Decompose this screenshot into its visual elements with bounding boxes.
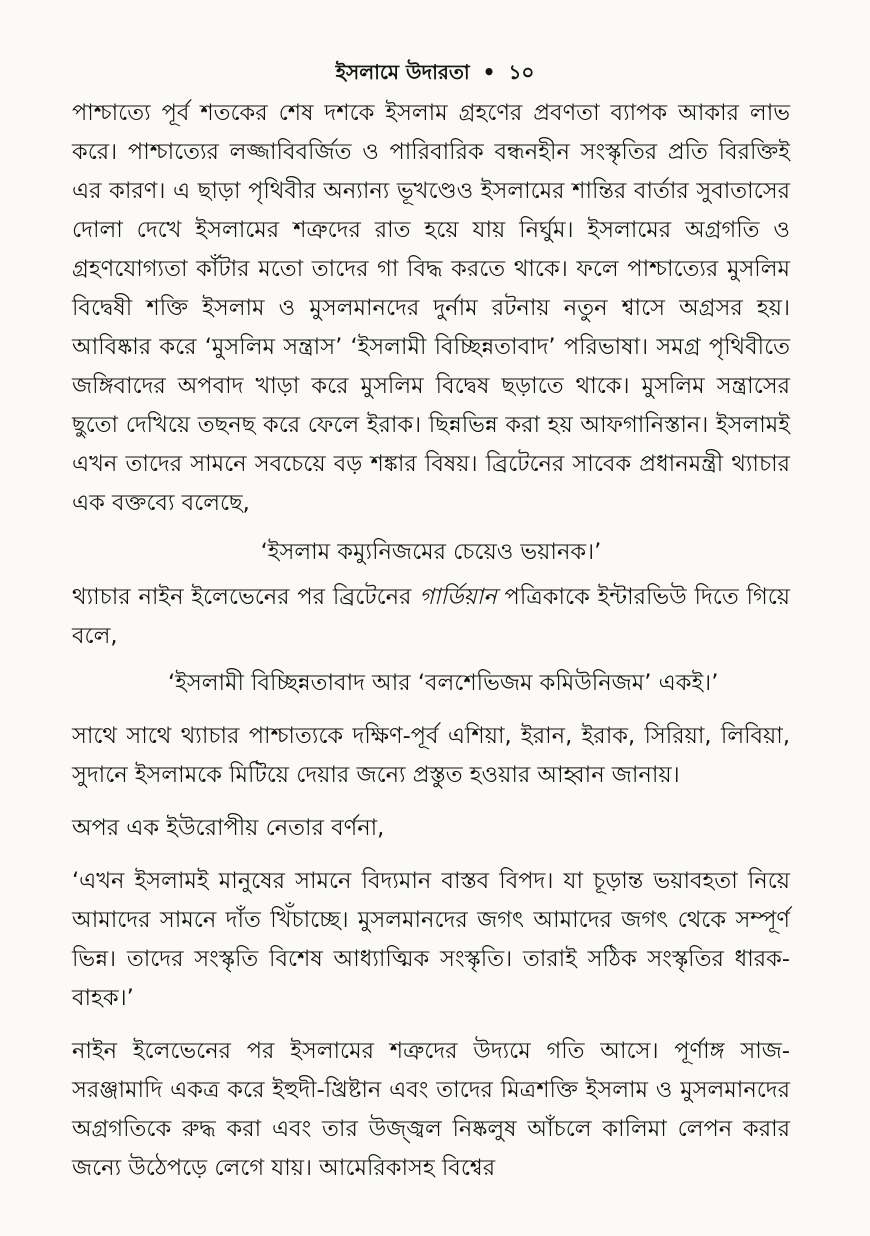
paragraph-2-end: পত্রিকাকে ইন্টারভিউ দিতে গিয়ে বলে, bbox=[72, 584, 790, 649]
quote-thatcher-2: ‘ইসলামী বিচ্ছিন্নতাবাদ আর ‘বলশেভিজম কমিউনিজম’ একই।’ bbox=[168, 670, 719, 696]
newspaper-name: গার্ডিয়ান bbox=[419, 584, 497, 610]
paragraph-5: নাইন ইলেভেনের পর ইসলামের শত্রুদের উদ্যমে গতি আসে। পূর্ণাঙ্গ সাজ-সরঞ্জামাদি একত্র করে ইহুদী-খ্রিষ্টান এবং তাদের মিত্রশক্তি ইসলাম ও মুসলমানদের অগ্রগতিকে রুদ্ধ করা এবং তার উজ্জ্বল নিষ্কলুষ আঁচলে কালিমা লেপন করার জন্যে উঠেপড়ে লেগে যায়। আমেরিকাসহ বিশ্বের bbox=[72, 1038, 790, 1181]
paragraph-4: অপর এক ইউরোপীয় নেতার বর্ণনা, bbox=[72, 815, 385, 841]
page-number: ১০ bbox=[508, 60, 535, 84]
quote-european-leader: ‘এখন ইসলামই মানুষের সামনে বিদ্যমান বাস্তব বিপদ। যা চূড়ান্ত ভয়াবহতা নিয়ে আমাদের সামনে দাঁত খিঁচাচ্ছে। মুসলমানদের জগৎ আমাদের জগৎ থেকে সম্পূর্ণ ভিন্ন। তাদের সংস্কৃতি বিশেষ আধ্যাত্মিক সংস্কৃতি। তারাই সঠিক সংস্কৃতির ধারক-বাহক।’ bbox=[72, 868, 790, 1011]
paragraph-2-start: থ্যাচার নাইন ইলেভেনের পর ব্রিটেনের bbox=[72, 584, 420, 610]
paragraph-2 bbox=[72, 578, 790, 656]
paragraph-3: সাথে সাথে থ্যাচার পাশ্চাত্যকে দক্ষিণ-পূর্ব এশিয়া, ইরান, ইরাক, সিরিয়া, লিবিয়া, সুদানে ইসলামকে মিটিয়ে দেয়ার জন্যে প্রস্তুত হওয়ার আহ্বান জানায়। bbox=[72, 723, 790, 788]
page-body bbox=[72, 94, 790, 1188]
book-title: ইসলামে উদারতা bbox=[335, 60, 470, 84]
quote-thatcher-1: ‘ইসলাম কম্যুনিজমের চেয়েও ভয়ানক।’ bbox=[260, 539, 602, 565]
paragraph-1: পাশ্চাত্যে পূর্ব শতকের শেষ দশকে ইসলাম গ্রহণের প্রবণতা ব্যাপক আকার লাভ করে। পাশ্চাত্যের লজ্জাবিবর্জিত ও পারিবারিক বন্ধনহীন সংস্কৃতির প্রতি বিরক্তিই এর কারণ। এ ছাড়া পৃথিবীর অন্যান্য ভূখণ্ডেও ইসলামের শান্তির বার্তার সুবাতাসের দোলা দেখে ইসলামের শত্রুদের রাত হয়ে যায় নির্ঘুম। ইসলামের অগ্রগতি ও গ্রহণযোগ্যতা কাঁটার মতো তাদের গা বিদ্ধ করতে থাকে। ফলে পাশ্চাত্যের মুসলিম বিদ্বেষী শক্তি ইসলাম ও মুসলমানদের দুর্নাম রটনায় নতুন শ্বাসে অগ্রসর হয়। আবিষ্কার করে ‘মুসলিম সন্ত্রাস’ ‘ইসলামী বিচ্ছিন্নতাবাদ’ পরিভাষা। সমগ্র পৃথিবীতে জঙ্গিবাদের অপবাদ খাড়া করে মুসলিম বিদ্বেষ ছড়াতে থাকে। মুসলিম সন্ত্রাসের ছুতো দেখিয়ে তছনছ করে ফেলে ইরাক। ছিন্নভিন্ন করা হয় আফগানিস্তান। ইসলামই এখন তাদের সামনে সবচেয়ে বড় শঙ্কার বিষয়। ব্রিটেনের সাবেক প্রধানমন্ত্রী থ্যাচার এক বক্তব্যে বলেছে, bbox=[72, 100, 790, 516]
header-separator: • bbox=[482, 60, 496, 84]
page-header bbox=[0, 58, 870, 91]
